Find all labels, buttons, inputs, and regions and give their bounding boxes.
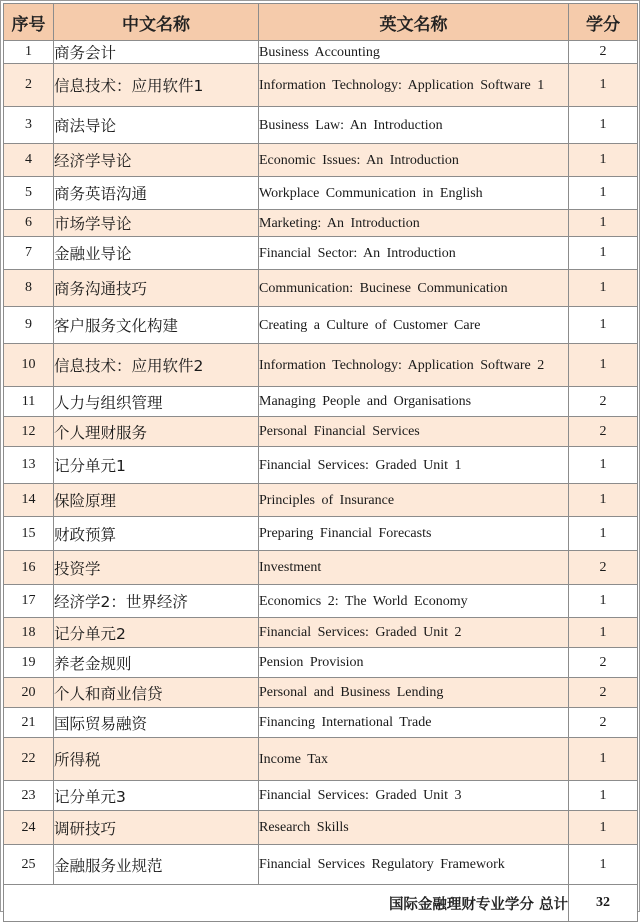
course-chinese-name: 经济学导论 (54, 144, 259, 177)
course-credits: 2 (569, 417, 638, 447)
course-index: 15 (4, 517, 54, 551)
course-english-name: Financial Services Regulatory Framework (259, 845, 569, 885)
table-row (4, 517, 638, 551)
table-row (4, 585, 638, 618)
header-chinese-name: 中文名称 (54, 4, 259, 41)
course-english-name: Economic Issues: An Introduction (259, 144, 569, 177)
table-row (4, 307, 638, 344)
course-english-name: Business Law: An Introduction (259, 107, 569, 144)
course-credits: 1 (569, 517, 638, 551)
course-credits: 1 (569, 307, 638, 344)
table-row (4, 781, 638, 811)
course-chinese-name: 记分单元1 (54, 447, 259, 484)
course-index: 23 (4, 781, 54, 811)
course-chinese-name: 经济学2：世界经济 (54, 585, 259, 618)
course-index: 2 (4, 64, 54, 107)
course-index: 12 (4, 417, 54, 447)
course-english-name: Communication: Bucinese Communication (259, 270, 569, 307)
course-chinese-name: 信息技术：应用软件2 (54, 344, 259, 387)
course-credits: 2 (569, 648, 638, 678)
course-index: 21 (4, 708, 54, 738)
total-credits: 32 (569, 885, 638, 922)
course-credits: 1 (569, 177, 638, 210)
course-english-name: Information Technology: Application Software 1 (259, 64, 569, 107)
course-credits: 1 (569, 344, 638, 387)
course-index: 4 (4, 144, 54, 177)
course-index: 16 (4, 551, 54, 585)
course-english-name: Investment (259, 551, 569, 585)
course-credits: 1 (569, 144, 638, 177)
course-index: 10 (4, 344, 54, 387)
course-chinese-name: 金融服务业规范 (54, 845, 259, 885)
course-english-name: Information Technology: Application Software 2 (259, 344, 569, 387)
table-row (4, 648, 638, 678)
table-row (4, 344, 638, 387)
course-index: 9 (4, 307, 54, 344)
course-english-name: Personal Financial Services (259, 417, 569, 447)
course-credits: 1 (569, 237, 638, 270)
course-chinese-name: 国际贸易融资 (54, 708, 259, 738)
table-row (4, 270, 638, 307)
course-chinese-name: 记分单元2 (54, 618, 259, 648)
table-row (4, 387, 638, 417)
course-chinese-name: 所得税 (54, 738, 259, 781)
course-chinese-name: 记分单元3 (54, 781, 259, 811)
course-index: 13 (4, 447, 54, 484)
table-row (4, 177, 638, 210)
course-index: 6 (4, 210, 54, 237)
course-english-name: Financial Services: Graded Unit 1 (259, 447, 569, 484)
course-chinese-name: 商法导论 (54, 107, 259, 144)
course-list (4, 41, 638, 885)
course-english-name: Marketing: An Introduction (259, 210, 569, 237)
table-row (4, 678, 638, 708)
course-index: 8 (4, 270, 54, 307)
course-credits: 1 (569, 210, 638, 237)
table-row (4, 144, 638, 177)
course-index: 22 (4, 738, 54, 781)
course-index: 3 (4, 107, 54, 144)
course-english-name: Business Accounting (259, 41, 569, 64)
course-credits: 1 (569, 618, 638, 648)
course-credits: 1 (569, 845, 638, 885)
total-row (4, 885, 638, 922)
course-chinese-name: 商务英语沟通 (54, 177, 259, 210)
course-chinese-name: 保险原理 (54, 484, 259, 517)
course-index: 17 (4, 585, 54, 618)
course-english-name: Pension Provision (259, 648, 569, 678)
table-row (4, 417, 638, 447)
course-credits: 1 (569, 447, 638, 484)
course-chinese-name: 金融业导论 (54, 237, 259, 270)
course-table (3, 3, 638, 922)
course-chinese-name: 财政预算 (54, 517, 259, 551)
course-credits: 2 (569, 551, 638, 585)
course-english-name: Managing People and Organisations (259, 387, 569, 417)
course-credits: 1 (569, 64, 638, 107)
course-english-name: Personal and Business Lending (259, 678, 569, 708)
course-credits: 2 (569, 708, 638, 738)
course-index: 14 (4, 484, 54, 517)
table-row (4, 107, 638, 144)
header-credits: 学分 (569, 4, 638, 41)
course-credits: 1 (569, 270, 638, 307)
course-index: 7 (4, 237, 54, 270)
course-credits: 1 (569, 585, 638, 618)
course-credits: 1 (569, 781, 638, 811)
total-label: 国际金融理财专业学分 总计 (4, 885, 569, 922)
course-index: 24 (4, 811, 54, 845)
course-credits: 1 (569, 107, 638, 144)
table-row (4, 738, 638, 781)
course-chinese-name: 客户服务文化构建 (54, 307, 259, 344)
table-row (4, 708, 638, 738)
table-row (4, 237, 638, 270)
course-english-name: Income Tax (259, 738, 569, 781)
table-row (4, 811, 638, 845)
course-credits: 2 (569, 678, 638, 708)
course-index: 19 (4, 648, 54, 678)
table-row (4, 64, 638, 107)
course-credits: 2 (569, 387, 638, 417)
course-english-name: Economics 2: The World Economy (259, 585, 569, 618)
course-chinese-name: 商务沟通技巧 (54, 270, 259, 307)
course-index: 11 (4, 387, 54, 417)
course-chinese-name: 商务会计 (54, 41, 259, 64)
course-chinese-name: 个人和商业信贷 (54, 678, 259, 708)
course-index: 5 (4, 177, 54, 210)
table-row (4, 551, 638, 585)
course-english-name: Principles of Insurance (259, 484, 569, 517)
table-row (4, 447, 638, 484)
course-chinese-name: 市场学导论 (54, 210, 259, 237)
course-credits: 1 (569, 484, 638, 517)
course-english-name: Financial Services: Graded Unit 2 (259, 618, 569, 648)
course-chinese-name: 养老金规则 (54, 648, 259, 678)
course-english-name: Financing International Trade (259, 708, 569, 738)
course-english-name: Workplace Communication in English (259, 177, 569, 210)
table-row (4, 41, 638, 64)
course-credits: 2 (569, 41, 638, 64)
course-index: 1 (4, 41, 54, 64)
course-credits: 1 (569, 738, 638, 781)
header-english-name: 英文名称 (259, 4, 569, 41)
course-chinese-name: 调研技巧 (54, 811, 259, 845)
course-chinese-name: 人力与组织管理 (54, 387, 259, 417)
table-row (4, 210, 638, 237)
course-english-name: Preparing Financial Forecasts (259, 517, 569, 551)
header-index: 序号 (4, 4, 54, 41)
course-index: 18 (4, 618, 54, 648)
course-chinese-name: 信息技术：应用软件1 (54, 64, 259, 107)
header-row (4, 4, 638, 41)
course-english-name: Financial Sector: An Introduction (259, 237, 569, 270)
course-credits: 1 (569, 811, 638, 845)
course-chinese-name: 投资学 (54, 551, 259, 585)
course-english-name: Creating a Culture of Customer Care (259, 307, 569, 344)
table-row (4, 618, 638, 648)
table-row (4, 845, 638, 885)
course-index: 25 (4, 845, 54, 885)
table-row (4, 484, 638, 517)
course-english-name: Research Skills (259, 811, 569, 845)
course-index: 20 (4, 678, 54, 708)
course-english-name: Financial Services: Graded Unit 3 (259, 781, 569, 811)
course-chinese-name: 个人理财服务 (54, 417, 259, 447)
